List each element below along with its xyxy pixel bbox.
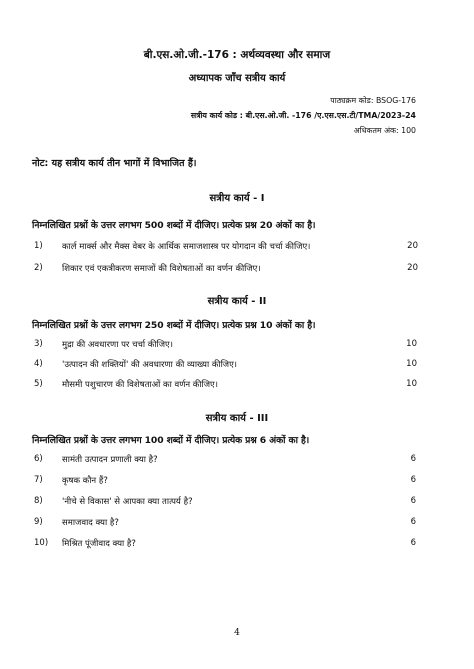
question-text: मौसमी पशुचारण की विशेषताओं का वर्णन कीजिए।	[62, 380, 218, 390]
question-text: 'नीचे से विकास' से आपका क्या तात्पर्य है?	[62, 497, 193, 507]
section-title-1: सत्रीय कार्य - I	[209, 193, 265, 204]
question-text: मुद्रा की अवधारणा पर चर्चा कीजिए।	[62, 340, 173, 350]
page-number: 4	[234, 628, 240, 638]
section-instruction-1: निम्नलिखित प्रश्नों के उत्तर लगभग 500 शब्दों में दीजिए। प्रत्येक प्रश्न 20 अंकों का है।	[32, 220, 316, 231]
question-text: 'उत्पादन की शक्तियों' की अवधारणा की व्याख्या कीजिए।	[62, 360, 238, 370]
question-number: 1)	[34, 241, 43, 251]
question-text: मिश्रित पूंजीवाद क्या है?	[62, 539, 136, 549]
question-number: 4)	[34, 359, 43, 369]
section-title-2: सत्रीय कार्य - II	[207, 296, 267, 307]
question-marks: 6	[410, 517, 416, 527]
question-marks: 6	[410, 538, 416, 548]
question-number: 5)	[34, 379, 43, 389]
assignment-code: सत्रीय कार्य कोड : बी.एस.ओ.जी. -176 /ए.एस.एस.टी/TMA/2023-24	[190, 111, 416, 120]
question-number: 9)	[34, 517, 43, 527]
question-number: 10)	[34, 538, 49, 548]
section-instruction-2: निम्नलिखित प्रश्नों के उत्तर लगभग 250 शब्दों में दीजिए। प्रत्येक प्रश्न 10 अंकों का है।	[32, 320, 316, 331]
question-text: समाजवाद क्या है?	[62, 518, 119, 528]
course-code: पाठ्यक्रम कोड: BSOG-176	[330, 96, 416, 105]
note-text: नोट: यह सत्रीय कार्य तीन भागों में विभाजित हैं।	[32, 158, 197, 169]
question-marks: 20	[407, 241, 418, 251]
document-title: बी.एस.ओ.जी.-176 : अर्थव्यवस्था और समाज	[143, 49, 331, 61]
question-text: कृषक कौन हैं?	[62, 476, 108, 486]
question-number: 6)	[34, 454, 43, 464]
max-marks: अधिकतम अंक: 100	[353, 126, 416, 135]
question-marks: 6	[410, 454, 416, 464]
question-marks: 10	[406, 379, 417, 389]
question-text: शिकार एवं एकत्रीकरण समाजों की विशेषताओं का वर्णन कीजिए।	[62, 264, 261, 274]
question-marks: 6	[410, 496, 416, 506]
question-marks: 10	[406, 339, 417, 349]
document-subtitle: अध्यापक जाँच सत्रीय कार्य	[188, 73, 286, 84]
question-text: कार्ल मार्क्स और मैक्स वेबर के आर्थिक समाजशास्त्र पर योगदान की चर्चा कीजिए।	[62, 242, 311, 252]
section-title-3: सत्रीय कार्य - III	[205, 413, 269, 424]
question-marks: 20	[407, 263, 418, 273]
question-marks: 6	[410, 475, 416, 485]
question-number: 3)	[34, 339, 43, 349]
question-number: 8)	[34, 496, 43, 506]
question-text: सामंती उत्पादन प्रणाली क्या है?	[62, 455, 158, 465]
question-marks: 10	[406, 359, 417, 369]
section-instruction-3: निम्नलिखित प्रश्नों के उत्तर लगभग 100 शब्दों में दीजिए। प्रत्येक प्रश्न 6 अंकों का है।	[32, 435, 310, 446]
question-number: 7)	[34, 475, 43, 485]
question-number: 2)	[34, 263, 43, 273]
